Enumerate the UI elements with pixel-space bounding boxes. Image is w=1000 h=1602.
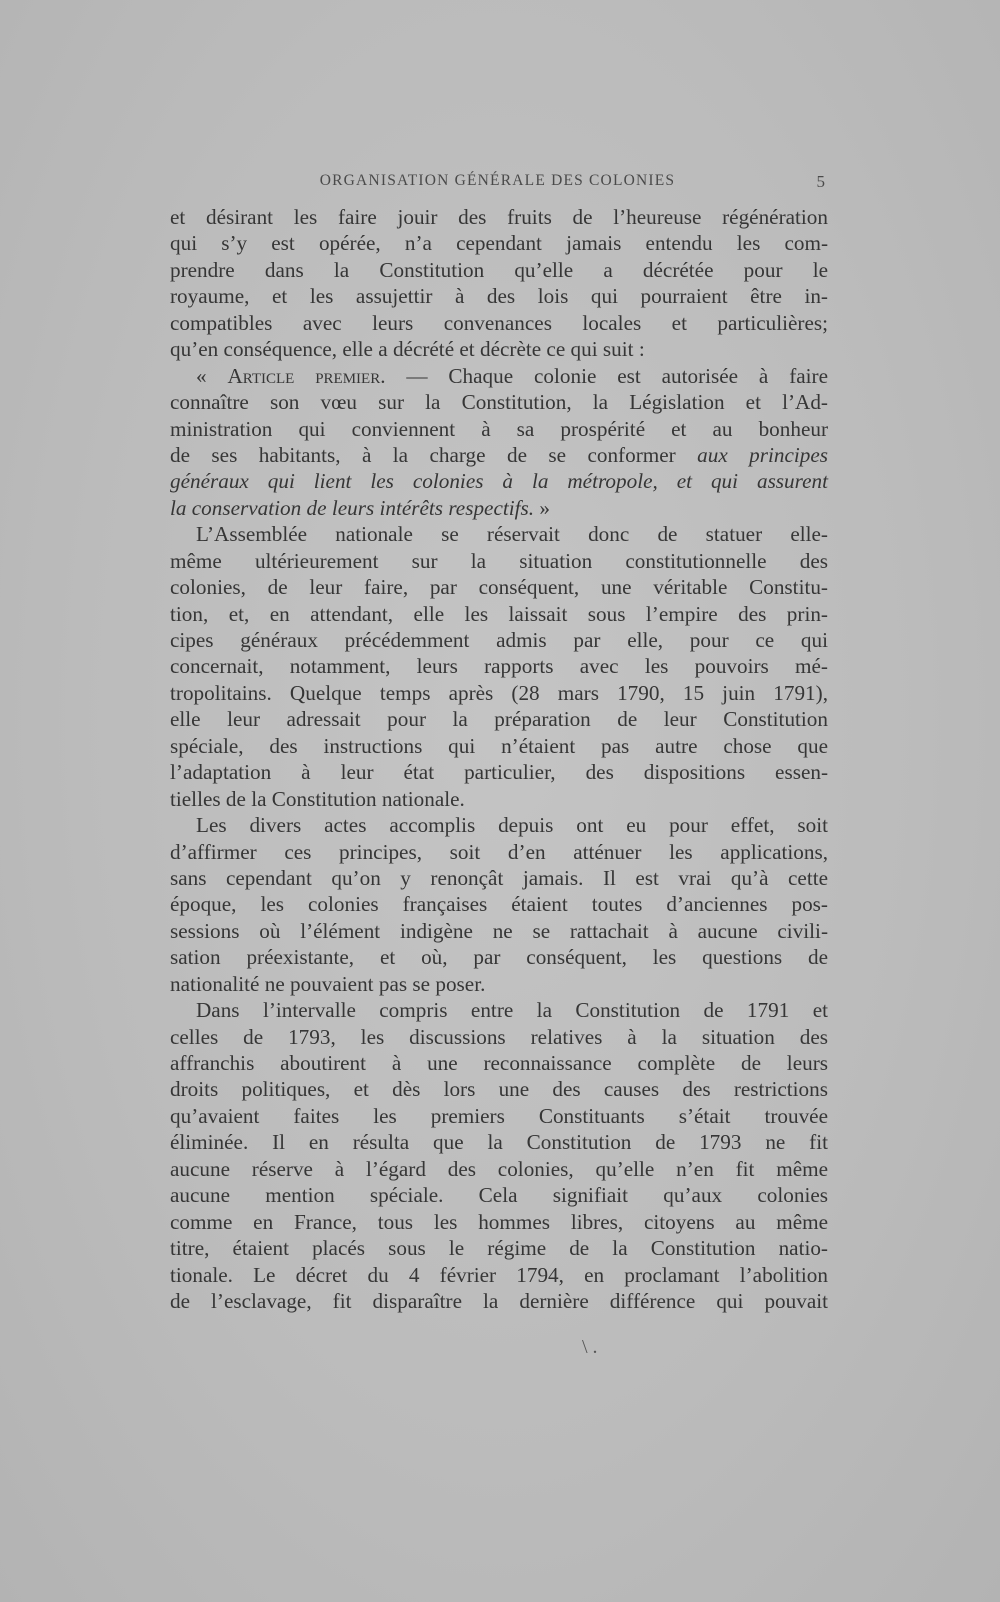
open-quote: « xyxy=(196,363,228,388)
text-fragment: de ses habitants, à la charge de se conformer xyxy=(170,442,698,467)
text-line: aucune mention spéciale. Cela signifiait qu’aux colonies xyxy=(170,1183,828,1208)
text-line: prendre dans la Constitution qu’elle a décrétée pour le xyxy=(170,257,828,282)
text-line: colonies, de leur faire, par conséquent, une véritable Constitu- xyxy=(170,575,828,600)
text-line: tropolitains. Quelque temps après (28 mars 1790, 15 juin 1791), xyxy=(170,680,828,705)
page-number: 5 xyxy=(816,172,825,191)
text-line xyxy=(170,442,828,468)
text-line: Les divers actes accomplis depuis ont eu pour effet, soit xyxy=(196,813,828,838)
text-line: époque, les colonies françaises étaient toutes d’anciennes pos- xyxy=(170,892,828,917)
text-line: titre, étaient placés sous le régime de la Constitution natio- xyxy=(170,1236,828,1261)
text-line: elle leur adressait pour la préparation de leur Constitution xyxy=(170,707,828,732)
text-line: L’Assemblée nationale se réservait donc de statuer elle- xyxy=(196,522,828,547)
text-line: tionale. Le décret du 4 février 1794, en proclamant l’abolition xyxy=(170,1262,828,1287)
text-line: affranchis aboutirent à une reconnaissance complète de leurs xyxy=(170,1051,828,1075)
body-text xyxy=(170,204,828,1314)
running-header xyxy=(170,172,825,196)
italic-fragment: aux principes xyxy=(697,442,828,467)
text-line: qui s’y est opérée, n’a cependant jamais entendu les com- xyxy=(170,231,828,256)
text-line: aucune réserve à l’égard des colonies, qu’elle n’en fit même xyxy=(170,1156,828,1181)
running-title: ORGANISATION GÉNÉRALE DES COLONIES xyxy=(319,172,676,189)
text-line: tion, et, en attendant, elle les laissait sous l’empire des prin- xyxy=(170,601,828,626)
article-text: — Chaque colonie est autorisée à faire xyxy=(385,363,828,388)
text-line: ministration qui conviennent à sa prospérité et au bonheur xyxy=(170,416,828,441)
italic-fragment: la conservation de leurs intérêts respectifs. xyxy=(170,495,535,520)
text-line: qu’avaient faites les premiers Constituants s’était trouvée xyxy=(170,1103,828,1128)
text-line: sans cependant qu’on y renonçât jamais. Il est vrai qu’à cette xyxy=(170,865,828,890)
text-line: sessions où l’élément indigène ne se rattachait à aucune civili- xyxy=(170,918,828,943)
text-line: compatibles avec leurs convenances locales et particulières; xyxy=(170,310,828,335)
article-line xyxy=(170,363,828,389)
text-line: Dans l’intervalle compris entre la Constitution de 1791 et xyxy=(196,998,828,1023)
text-line: concernait, notamment, leurs rapports avec les pouvoirs mé- xyxy=(170,654,828,679)
text-line: royaume, et les assujettir à des lois qui pourraient être in- xyxy=(170,284,828,309)
italic-line-end xyxy=(170,495,828,521)
text-line: comme en France, tous les hommes libres, citoyens au même xyxy=(170,1209,828,1234)
text-line: éliminée. Il en résulta que la Constitution de 1793 ne fit xyxy=(170,1130,828,1155)
text-line: spéciale, des instructions qui n’étaient pas autre chose que xyxy=(170,733,828,758)
text-line: qu’en conséquence, elle a décrété et décrète ce qui suit : xyxy=(170,337,645,362)
text-line: celles de 1793, les discussions relatives à la situation des xyxy=(170,1024,828,1049)
article-heading: Article premier. xyxy=(227,363,386,388)
text-line: et désirant les faire jouir des fruits de l’heureuse régénération xyxy=(170,205,828,229)
text-line: sation préexistante, et où, par conséquent, les questions de xyxy=(170,945,828,970)
text-line: l’adaptation à leur état particulier, des dispositions essen- xyxy=(170,760,828,785)
text-line: de l’esclavage, fit disparaître la dernière différence qui pouvait xyxy=(170,1288,828,1313)
text-line: tielles de la Constitution nationale. xyxy=(170,786,465,811)
text-line: droits politiques, et dès lors une des causes des restrictions xyxy=(170,1077,828,1102)
text-line: nationalité ne pouvaient pas se poser. xyxy=(170,971,486,996)
text-line: cipes généraux précédemment admis par elle, pour ce qui xyxy=(170,628,828,652)
stray-ink-mark: \ . xyxy=(582,1336,598,1358)
text-line: connaître son vœu sur la Constitution, la Législation et l’Ad- xyxy=(170,390,828,415)
closing-quote: » xyxy=(534,495,550,520)
text-line: même ultérieurement sur la situation constitutionnelle des xyxy=(170,548,828,573)
text-line: d’affirmer ces principes, soit d’en atténuer les applications, xyxy=(170,839,828,864)
italic-line: généraux qui lient les colonies à la métropole, et qui assurent xyxy=(170,469,828,494)
